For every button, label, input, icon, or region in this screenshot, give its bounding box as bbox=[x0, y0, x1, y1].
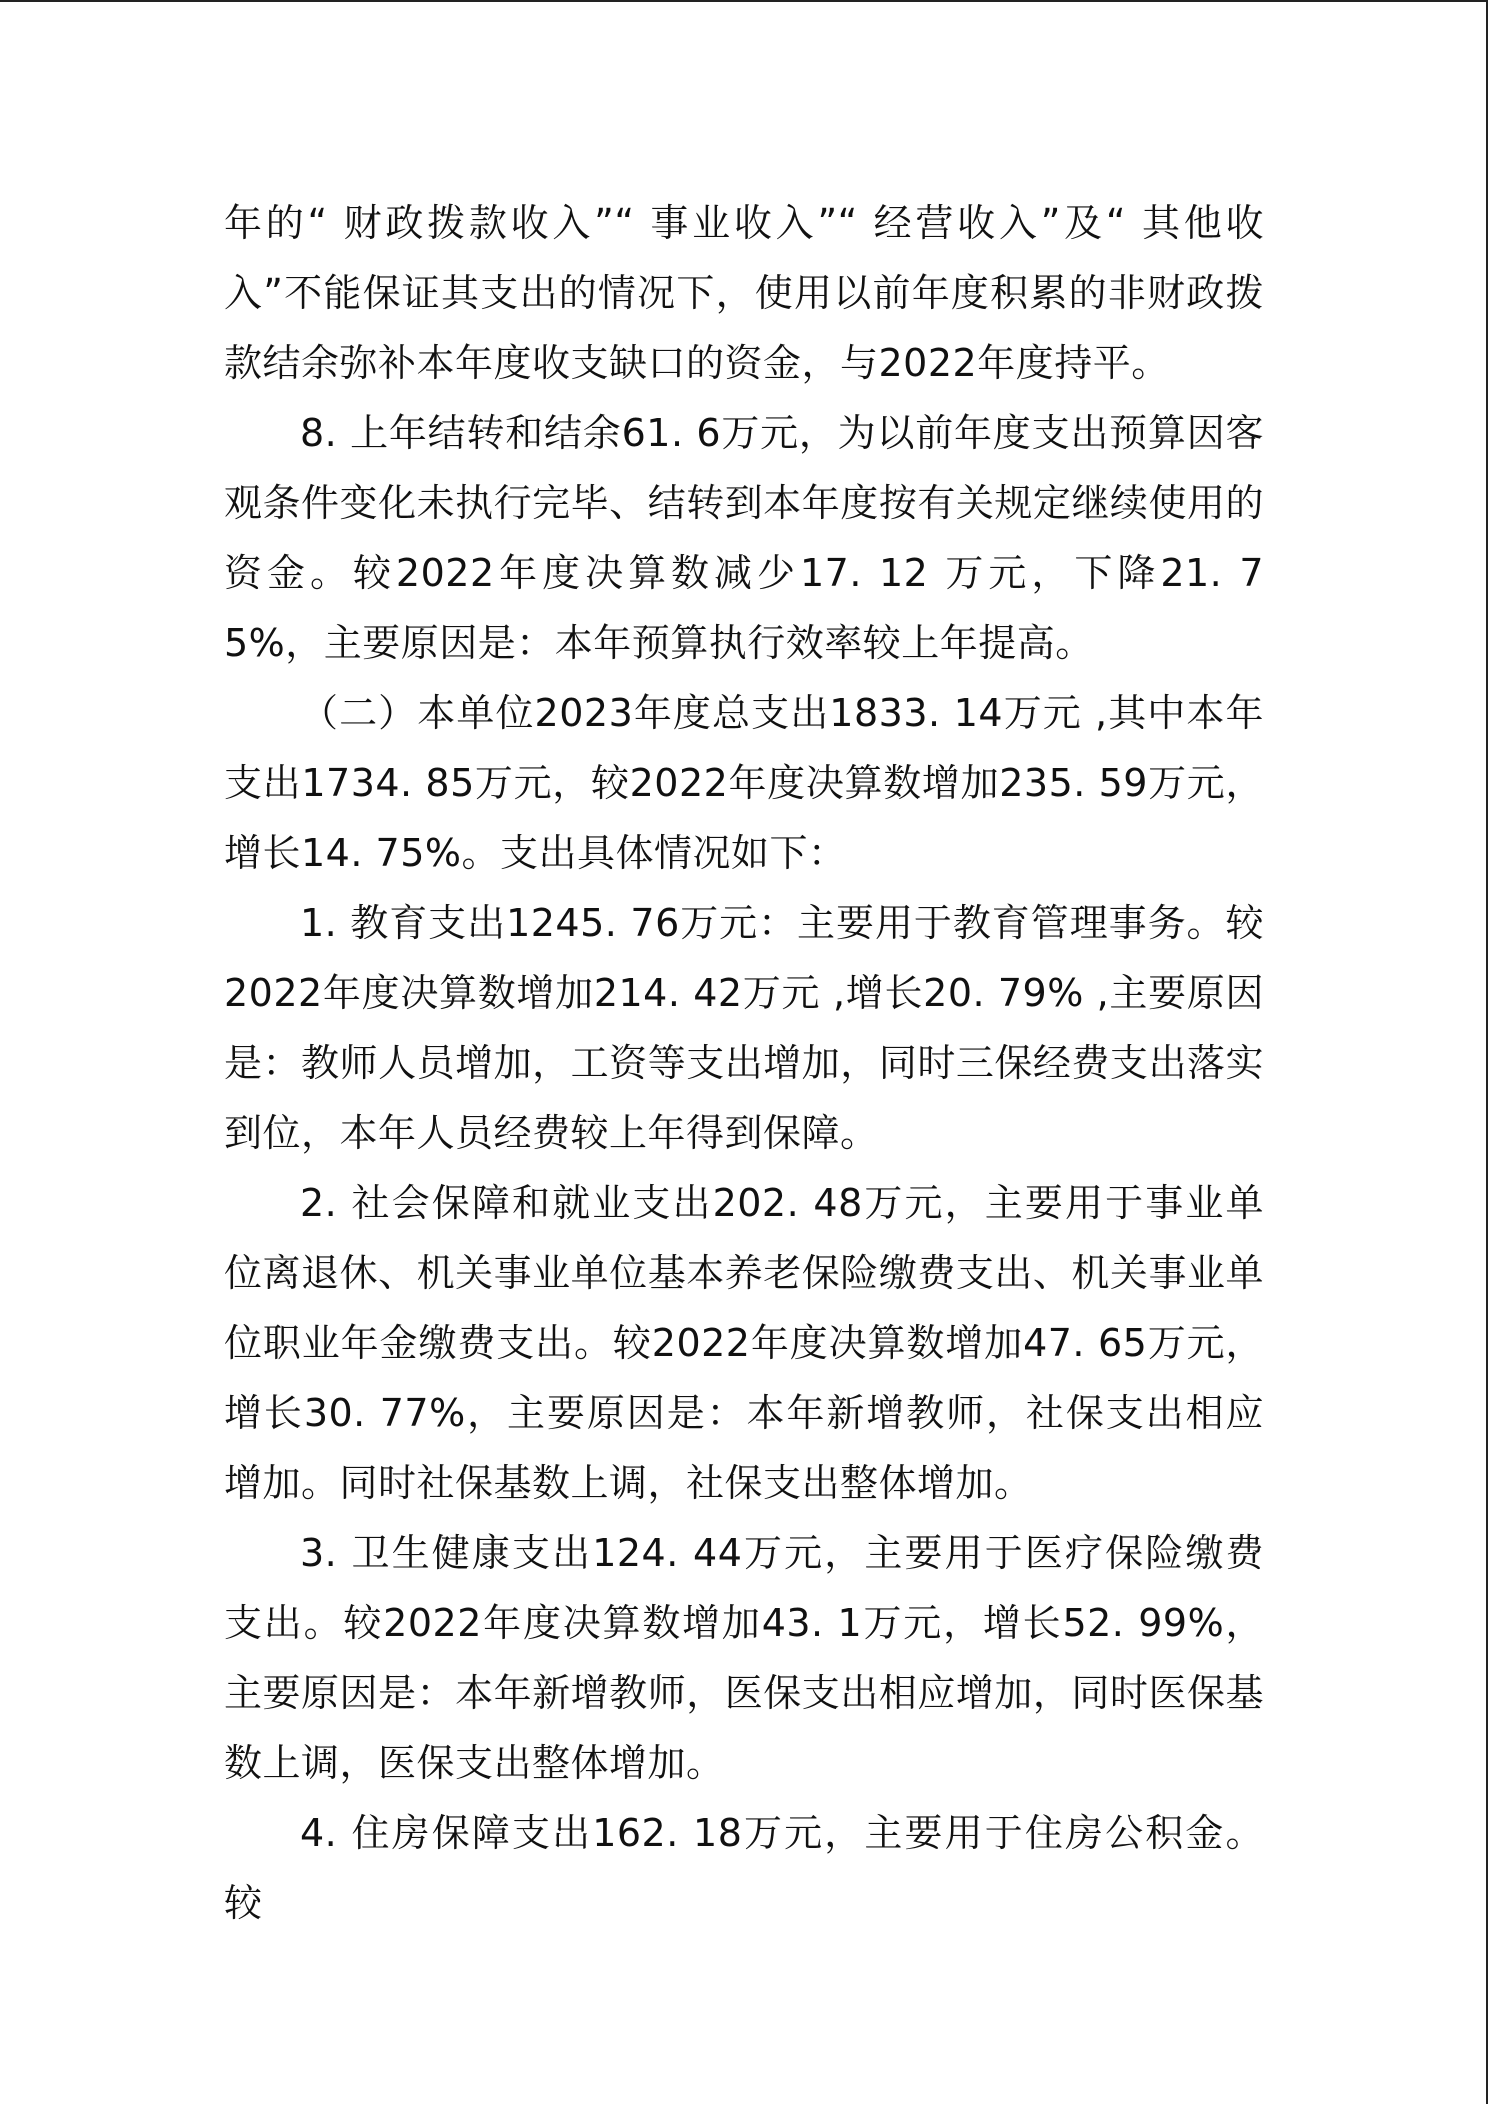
paragraph-income-continued: 年的“ 财政拨款收入”“ 事业收入”“ 经营收入”及“ 其他收入”不能保证其支出的情况下，使用以前年度积累的非财政拨款结余弥补本年度收支缺口的资金，与2022年度持平。 bbox=[224, 201, 1264, 385]
paragraph-social-security-expenditure: 2. 社会保障和就业支出202. 48万元，主要用于事业单位离退休、机关事业单位基本养老保险缴费支出、机关事业单位职业年金缴费支出。较2022年度决算数增加47. 65万元，增长30. 77%，主要原因是：本年新增教师，社保支出相应增加。同时社保基数上调，社保支出整体增加。 bbox=[224, 1181, 1264, 1505]
paragraph-health-expenditure: 3. 卫生健康支出124. 44万元，主要用于医疗保险缴费支出。较2022年度决算数增加43. 1万元，增长52. 99%，主要原因是：本年新增教师，医保支出相应增加，同时医保基数上调，医保支出整体增加。 bbox=[224, 1531, 1264, 1785]
paragraph-carryover-balance: 8. 上年结转和结余61. 6万元，为以前年度支出预算因客观条件变化未执行完毕、结转到本年度按有关规定继续使用的资金。较2022年度决算数减少17. 12 万元，下降21. 75%，主要原因是：本年预算执行效率较上年提高。 bbox=[224, 411, 1264, 665]
page-top-border bbox=[0, 0, 1488, 2]
paragraph-education-expenditure: 1. 教育支出1245. 76万元：主要用于教育管理事务。较2022年度决算数增加214. 42万元 ,增长20. 79% ,主要原因是：教师人员增加，工资等支出增加，同时三保经费支出落实到位，本年人员经费较上年得到保障。 bbox=[224, 901, 1264, 1155]
document-body bbox=[224, 188, 1264, 1938]
paragraph-total-expenditure: （二）本单位2023年度总支出1833. 14万元 ,其中本年支出1734. 85万元，较2022年度决算数增加235. 59万元，增长14. 75%。支出具体情况如下： bbox=[224, 691, 1264, 875]
paragraph-housing-expenditure: 4. 住房保障支出162. 18万元，主要用于住房公积金。较 bbox=[224, 1811, 1264, 1925]
